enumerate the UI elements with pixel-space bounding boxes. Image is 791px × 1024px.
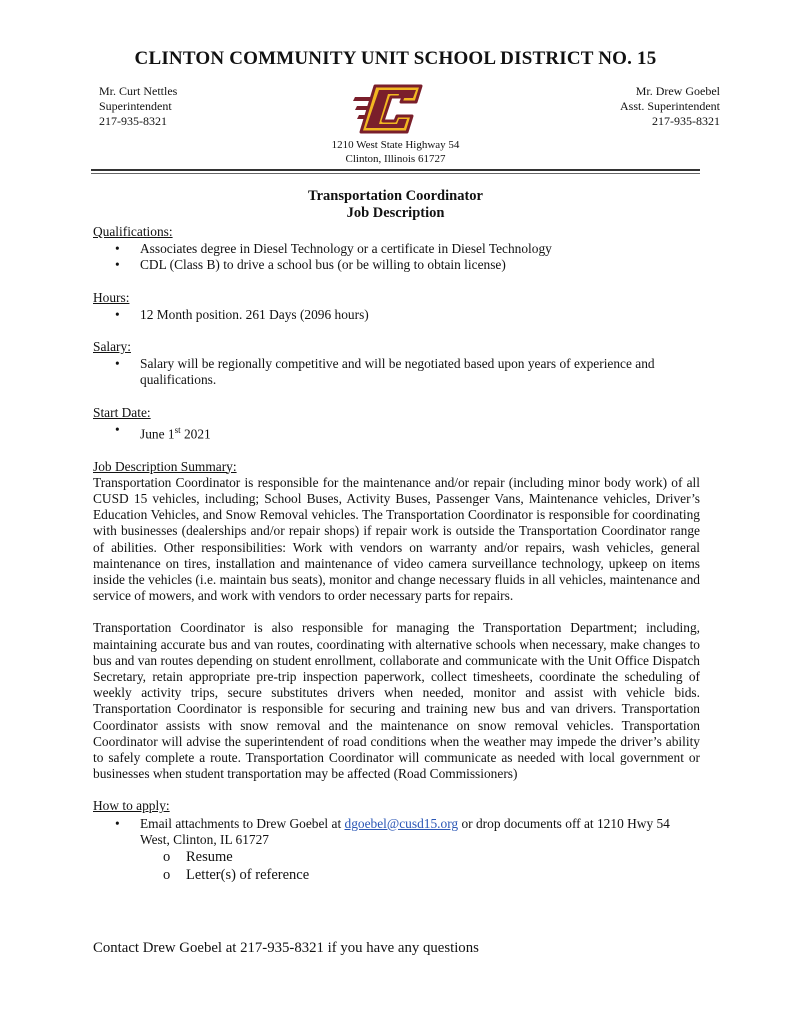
bullet-icon: • <box>115 257 120 273</box>
district-logo-icon <box>353 80 423 138</box>
bullet-icon: • <box>115 356 120 372</box>
list-item: o Resume <box>163 848 233 865</box>
header-divider-thin <box>91 173 700 174</box>
list-item: • June 1st 2021 <box>115 421 211 442</box>
bullet-icon: • <box>115 241 120 257</box>
superintendent-name: Mr. Curt Nettles <box>99 84 178 98</box>
summary-paragraph-1: Transportation Coordinator is responsible for the maintenance and/or repair (including minor body work) of all CUSD 15 vehicles, including; School Buses, Activity Buses, Passenger Vans, Maintenance vehicles, Driver’s Education Vehicles, and Snow Removal vehicles. The Transportation Coordinator is responsible for coordinating with businesses (dealerships and/or repair shops) if repair work is outside the Transportation Coordinator range of abilities. Other responsibilities: Work with vendors on warranty and/or repairs, wash vehicles, general maintenance on tires, installation and maintenance of video camera surveillance technology, upkeep on items inside the vehicles (i.e. maintain bus seats), monitor and change necessary fluids in all vehicles, maintenance and service of mowers, and work with vendors to order necessary parts for repairs. <box>93 474 700 604</box>
header-divider <box>91 169 700 171</box>
list-item: o Letter(s) of reference <box>163 866 310 883</box>
document-body <box>93 224 700 884</box>
salary-list <box>93 356 700 388</box>
email-link[interactable]: dgoebel@cusd15.org <box>344 815 459 831</box>
apply-list <box>93 816 700 848</box>
superintendent-block <box>99 84 177 129</box>
apply-heading: How to apply: <box>93 798 170 814</box>
contact-line: Contact Drew Goebel at 217-935-8321 if you have any questions <box>93 940 479 956</box>
job-title: Transportation Coordinator <box>308 188 483 204</box>
apply-sublist <box>93 848 700 884</box>
job-subtitle: Job Description <box>346 205 445 221</box>
bullet-icon: • <box>115 815 120 831</box>
summary-paragraph-2: Transportation Coordinator is also responsible for managing the Transportation Department; including, maintaining accurate bus and van routes, coordinating with alternative schools when necessary, make changes to bus and van routes depending on student enrollment, collaborate and communicate with the Unit Office Dispatch Secretary, retain appropriate pre-trip inspection paperwork, collect timesheets, coordinate the scheduling of weekly activity trips, secure substitutes drivers when needed, monitor and assist with vehicle bids. Transportation Coordinator is responsible for securing and training new bus and van drivers. Transportation Coordinator assists with snow removal and the maintenance on snow removal vehicles. Transportation Coordinator will advise the superintendent of road conditions when the weather may impede the driver’s ability to safely complete a route. Transportation Coordinator will communicate as needed with local government or businesses when student transportation may be affected (Road Commissioners) <box>93 620 700 782</box>
bullet-icon: • <box>115 421 120 437</box>
list-item: • 12 Month position. 261 Days (2096 hours) <box>115 306 369 322</box>
superintendent-title: Superintendent <box>99 99 172 113</box>
circle-bullet-icon: o <box>163 866 171 883</box>
asst-superintendent-name: Mr. Drew Goebel <box>635 84 720 98</box>
bullet-icon: • <box>115 306 120 322</box>
asst-superintendent-phone: 217-935-8321 <box>652 114 720 128</box>
superintendent-phone: 217-935-8321 <box>99 114 167 128</box>
asst-superintendent-title: Asst. Superintendent <box>620 99 720 113</box>
district-title: CLINTON COMMUNITY UNIT SCHOOL DISTRICT NO. 15 <box>134 48 657 69</box>
qualifications-list <box>93 241 700 273</box>
hours-list <box>93 307 700 323</box>
address-line-1: 1210 West State Highway 54 <box>331 139 460 151</box>
list-item: • Email attachments to Drew Goebel at dgoebel@cusd15.org or drop documents off at 1210 Hwy 54 West, Clinton, IL 61727 <box>115 815 670 847</box>
hours-heading: Hours: <box>93 289 130 305</box>
list-item: • CDL (Class B) to drive a school bus (or be willing to obtain license) <box>115 257 506 273</box>
district-address <box>0 138 791 166</box>
start-date-heading: Start Date: <box>93 404 151 420</box>
qualifications-heading: Qualifications: <box>93 224 173 239</box>
job-title-block <box>0 188 791 222</box>
asst-superintendent-block <box>620 84 720 129</box>
address-line-2: Clinton, Illinois 61727 <box>345 153 446 165</box>
salary-heading: Salary: <box>93 339 131 355</box>
start-date-list <box>93 422 700 443</box>
list-item: • Salary will be regionally competitive and will be negotiated based upon years of experience and qualifications. <box>115 356 655 388</box>
list-item: • Associates degree in Diesel Technology or a certificate in Diesel Technology <box>115 241 552 257</box>
summary-heading: Job Description Summary: <box>93 458 237 474</box>
circle-bullet-icon: o <box>163 848 171 865</box>
